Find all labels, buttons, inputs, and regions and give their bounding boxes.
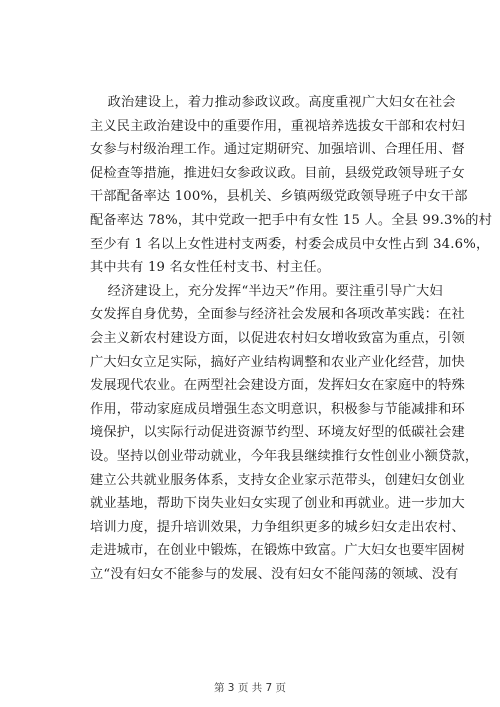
text-line: 女发挥自身优势，全面参与经济社会发展和各项改革实践：在社: [90, 307, 465, 323]
document-body: [90, 91, 493, 586]
text-line: 走进城市，在创业中锻炼，在锻炼中致富。广大妇女也要牢固树: [90, 543, 465, 559]
text-line: 培训力度，提升培训效果，力争组织更多的城乡妇女走出农村、: [90, 519, 465, 535]
text-line: 会主义新农村建设方面，以促进农村妇女增收致富为重点，引领: [90, 330, 465, 346]
text-line: 经济建设上，充分发挥“半边天”作用。要注重引导广大妇: [90, 283, 443, 299]
text-line: 设。坚持以创业带动就业，今年我县继续推行女性创业小额贷款，: [90, 448, 479, 464]
text-line: 立“没有妇女不能参与的发展、没有妇女不能闯荡的领域、没有: [90, 566, 459, 582]
text-line: 就业基地，帮助下岗失业妇女实现了创业和再就业。进一步加大: [90, 496, 465, 512]
text-line: 干部配备率达 100%，县机关、乡镇两级党政领导班子中女干部: [90, 189, 468, 205]
text-line: 促检查等措施，推进妇女参政议政。目前，县级党政领导班子女: [90, 165, 465, 181]
text-line: 境保护，以实际行动促进资源节约型、环境友好型的低碳社会建: [90, 425, 465, 441]
text-line: 广大妇女立足实际，搞好产业结构调整和农业产业化经营，加快: [90, 354, 465, 370]
text-line: 其中共有 19 名女性任村支书、村主任。: [90, 260, 331, 276]
text-line: 发展现代农业。在两型社会建设方面，发挥妇女在家庭中的特殊: [90, 378, 465, 394]
text-line: 配备率达 78%，其中党政一把手中有女性 15 人。全县 99.3%的村: [90, 212, 493, 228]
page-number-footer: 第 3 页 共 7 页: [213, 682, 287, 694]
text-line: 政治建设上，着力推动参政议政。高度重视广大妇女在社会: [90, 95, 456, 110]
text-line: 主义民主政治建设中的重要作用，重视培养选拔女干部和农村妇: [90, 118, 465, 134]
text-line: 建立公共就业服务体系，支持女企业家示范带头，创建妇女创业: [90, 472, 465, 488]
text-line: 作用，带动家庭成员增强生态文明意识，积极参与节能减排和环: [90, 401, 465, 417]
text-line: 女参与村级治理工作。通过定期研究、加强培训、合理任用、督: [90, 142, 465, 158]
text-line: 至少有 1 名以上女性进村支两委，村委会成员中女性占到 34.6%，: [90, 236, 490, 252]
